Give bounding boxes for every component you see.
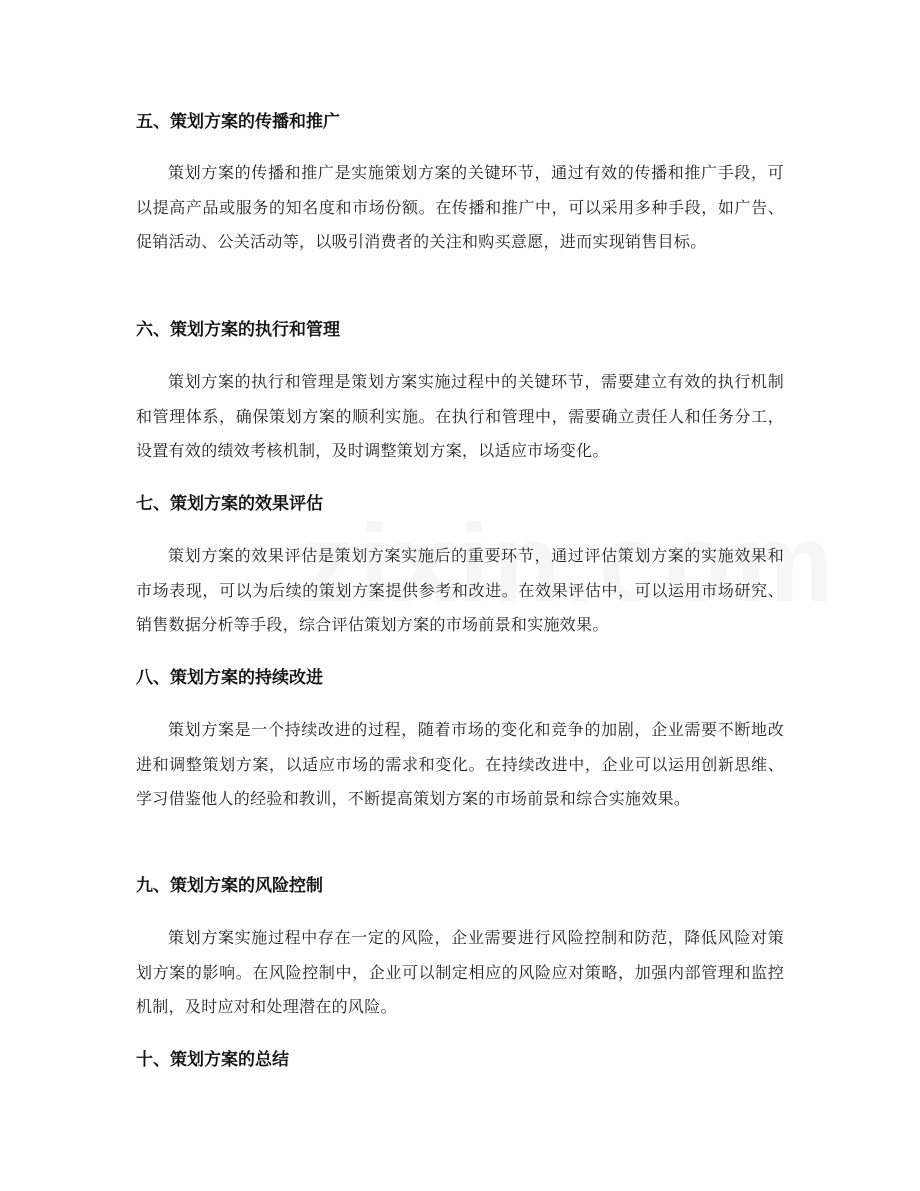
section-body-6: 策划方案的执行和管理是策划方案实施过程中的关键环节，需要建立有效的执行机制和管理体系，确保策划方案的顺利实施。在执行和管理中，需要确立责任人和任务分工，设置有效的绩效考核机制，及时调整策划方案，以适应市场变化。 [136,372,784,460]
section-body-9: 策划方案实施过程中存在一定的风险，企业需要进行风险控制和防范，降低风险对策划方案的影响。在风险控制中，企业可以制定相应的风险应对策略，加强内部管理和监控机制，及时应对和处理潜在的风险。 [136,928,784,1016]
section-heading-9: 九、策划方案的风险控制 [136,876,323,896]
section-body-7: 策划方案的效果评估是策划方案实施后的重要环节，通过评估策划方案的实施效果和市场表现，可以为后续的策划方案提供参考和改进。在效果评估中，可以运用市场研究、销售数据分析等手段，综合评估策划方案的市场前景和实施效果。 [136,546,784,634]
section-heading-10: 十、策划方案的总结 [136,1050,289,1070]
section-heading-8: 八、策划方案的持续改进 [136,668,323,688]
section-body-5: 策划方案的传播和推广是实施策划方案的关键环节，通过有效的传播和推广手段，可以提高产品或服务的知名度和市场份额。在传播和推广中，可以采用多种手段，如广告、促销活动、公关活动等，以吸引消费者的关注和购买意愿，进而实现销售目标。 [136,163,784,251]
section-heading-5: 五、策划方案的传播和推广 [136,112,340,132]
section-heading-6: 六、策划方案的执行和管理 [136,320,340,340]
section-heading-7: 七、策划方案的效果评估 [136,494,323,514]
section-body-8: 策划方案是一个持续改进的过程，随着市场的变化和竞争的加剧，企业需要不断地改进和调整策划方案，以适应市场的需求和变化。在持续改进中，企业可以运用创新思维、学习借鉴他人的经验和教训，不断提高策划方案的市场前景和综合实施效果。 [136,720,784,808]
